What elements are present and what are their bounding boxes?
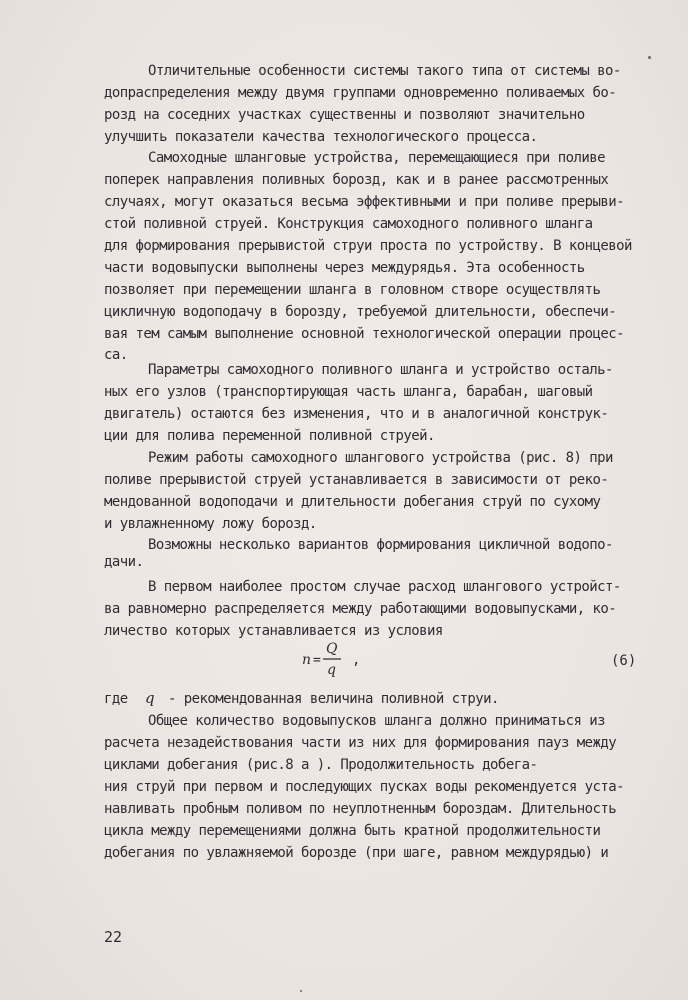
text-line: добегания по увлажняемой борозде (при шаге, равном междурядью) и	[104, 845, 609, 861]
text-line: мендованной водоподачи и длительности добегания струй по сухому	[104, 494, 601, 510]
scan-speck	[300, 990, 302, 992]
text-line: улучшить показатели качества технологического процесса.	[104, 129, 538, 145]
text-line: са.	[104, 347, 128, 363]
text-line: Возможны несколько вариантов формирования цикличной водопо-	[148, 537, 613, 553]
symbol-q	[143, 689, 157, 709]
text-line: стой поливной струей. Конструкция самоходного поливного шланга	[104, 216, 593, 232]
formula-denominator: q	[327, 662, 336, 678]
text-line: случаях, могут оказаться весьма эффективными и при поливе прерыви-	[104, 194, 624, 210]
text-line: поливе прерывистой струей устанавливается в зависимости от реко-	[104, 472, 609, 488]
text-line: вая тем самым выполнение основной технологической операции процес-	[104, 326, 624, 342]
text-line: Общее количество водовыпусков шланга должно приниматься из	[148, 713, 605, 729]
text-line: розд на соседних участках существенны и позволяют значительно	[104, 107, 585, 123]
text-line: личество которых устанавливается из условия	[104, 623, 443, 639]
formula-graphic	[300, 636, 390, 680]
text-line: цикличную водоподачу в борозду, требуемой длительности, обеспечи-	[104, 304, 617, 320]
text-line: цикла между перемещениями должна быть кратной продолжительности	[104, 823, 601, 839]
formula-numerator: Q	[326, 641, 338, 657]
symbol-q-glyph: q	[145, 689, 155, 707]
text-line: поперек направления поливных борозд, как и в ранее рассмотренных	[104, 172, 609, 188]
formula-comma: ,	[352, 652, 361, 668]
text-line: части водовыпуски выполнены через междурядья. Эта особенность	[104, 260, 585, 276]
text-line: двигатель) остаются без изменения, что и в аналогичной конструк-	[104, 406, 609, 422]
text-line: ва равномерно распределяется между работающими водовыпусками, ко-	[104, 601, 617, 617]
text-line: навливать пробным поливом по неуплотненным бороздам. Длительность	[104, 801, 617, 817]
text-line: - рекомендованная величина поливной струи.	[168, 691, 499, 707]
text-line: Самоходные шланговые устройства, перемещающиеся при поливе	[148, 150, 605, 166]
page-number: 22	[104, 928, 123, 946]
text-line: допраспределения между двумя группами одновременно поливаемых бо-	[104, 85, 617, 101]
text-line: ных его узлов (транспортирующая часть шланга, барабан, шаговый	[104, 384, 593, 400]
text-line: Режим работы самоходного шлангового устройства (рис. 8) при	[148, 450, 613, 466]
text-line: для формирования прерывистой струи проста по устройству. В концевой	[104, 238, 632, 254]
text-line: циклами добегания (рис.8 а ). Продолжительность добега-	[104, 757, 538, 773]
text-line: расчета незадействования части из них для формирования пауз между	[104, 735, 617, 751]
text-line: Отличительные особенности системы такого типа от системы во-	[148, 63, 621, 79]
equation-number: (6)	[611, 653, 637, 669]
text-line: ции для полива переменной поливной струей.	[104, 428, 435, 444]
text-line: В первом наиболее простом случае расход шлангового устройст-	[148, 579, 621, 595]
text-line-where: где	[104, 691, 128, 707]
text-line: позволяет при перемещении шланга в головном створе осуществлять	[104, 282, 601, 298]
text-line: дачи.	[104, 554, 144, 570]
text-line: Параметры самоходного поливного шланга и устройство осталь-	[148, 362, 613, 378]
formula-lhs: n	[302, 652, 312, 668]
scan-speck	[648, 56, 651, 59]
text-line: и увлажненному ложу борозд.	[104, 516, 317, 532]
formula-equals-sign: =	[313, 653, 321, 668]
formula-6	[300, 636, 390, 680]
text-line: ния струй при первом и последующих пусках воды рекомендуется уста-	[104, 779, 624, 795]
